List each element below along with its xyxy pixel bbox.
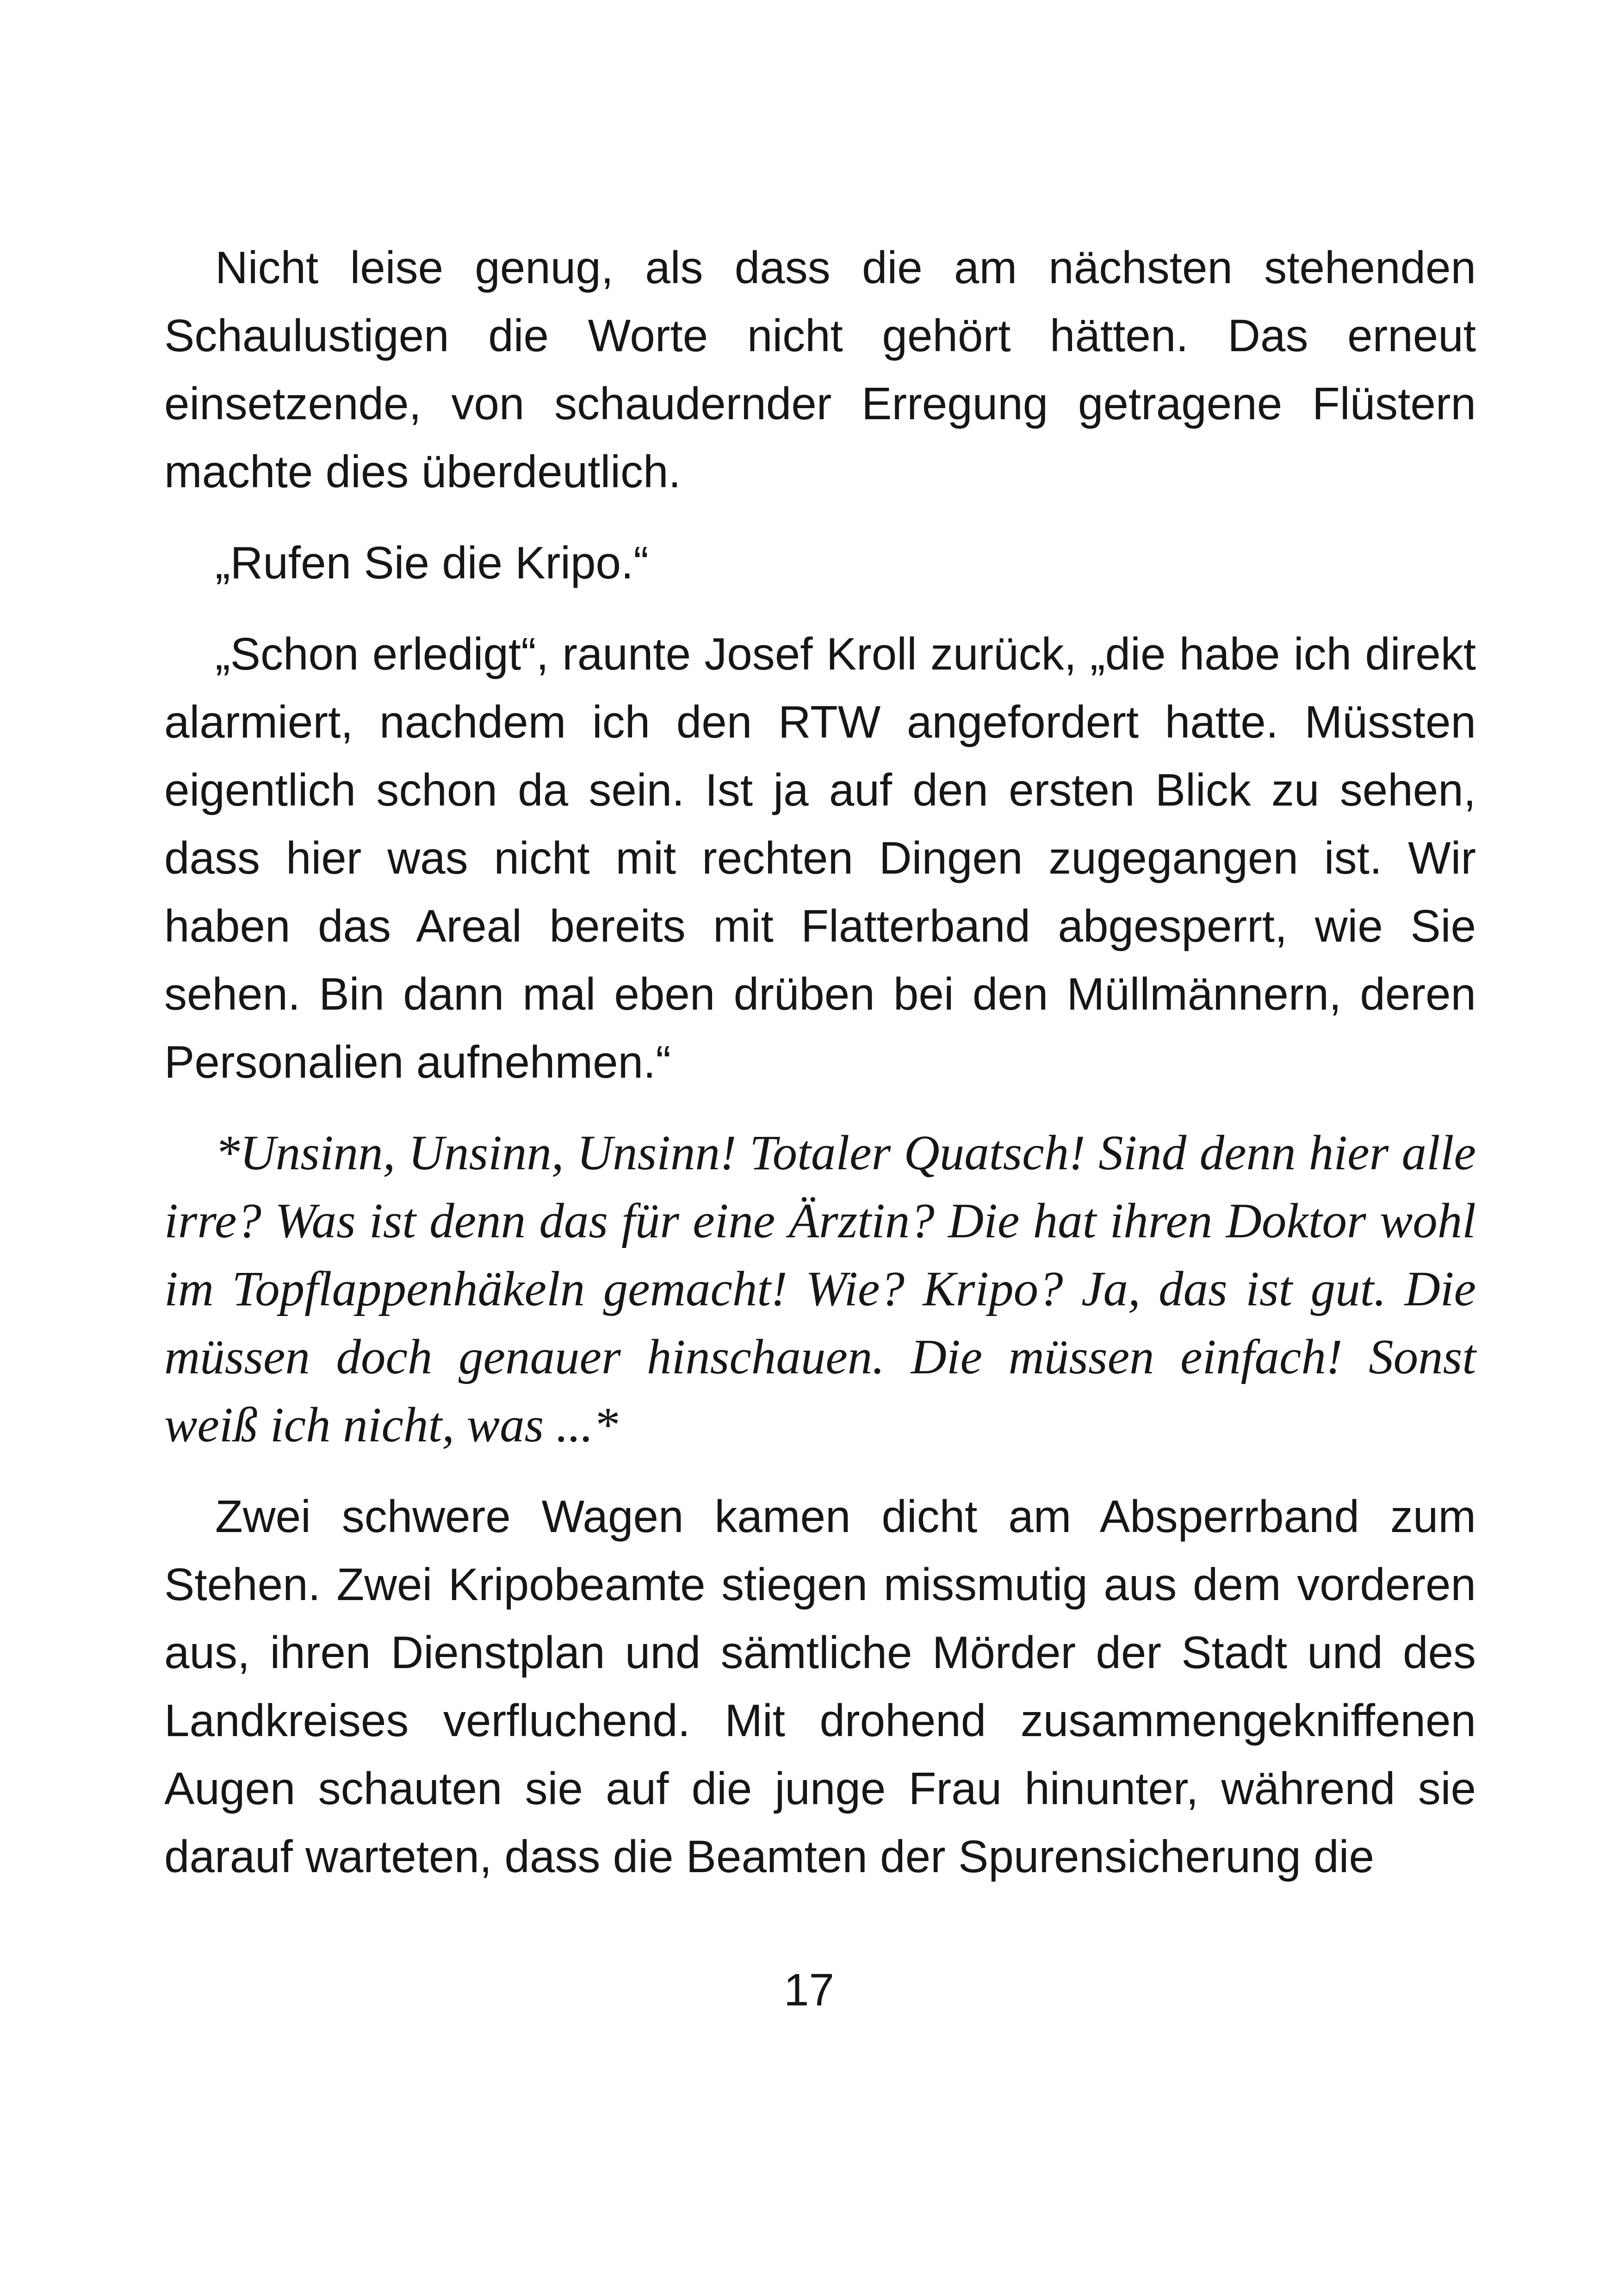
page-number: 17 — [783, 1964, 834, 2015]
paragraph-2: „Rufen Sie die Kripo.“ — [215, 537, 649, 588]
paragraph-3: „Schon erledigt“, raunte Josef Kroll zurück, „die habe ich direkt alarmiert, nachdem ich den RTW angefordert hatte. Müssten eigentlich schon da sein. Ist ja auf den ersten Blick zu sehen, dass hier was nicht mit rechten Dingen zugegangen ist. Wir haben das Areal bereits mit Flatterband abgesperrt, wie Sie sehen. Bin dann mal eben drüben bei den Müllmännern, deren Personalien aufnehmen.“ — [164, 628, 1476, 1087]
italic-thought-paragraph: *Unsinn, Unsinn, Unsinn! Totaler Quatsch! Sind denn hier alle irre? Was ist denn das für eine Ärztin? Die hat ihren Doktor wohl im Topflappenhäkeln gemacht! Wie? Kripo? Ja, das ist gut. Die müssen doch genauer hinschauen. Die müssen einfach! Sonst weiß ich nicht, was ...* — [164, 1126, 1476, 1452]
book-page-text — [164, 234, 1476, 1914]
paragraph-1: Nicht leise genug, als dass die am nächsten stehenden Schaulustigen die Worte nicht gehört hätten. Das erneut einsetzende, von schaudernder Erregung getragene Flüstern machte dies überdeutlich. — [164, 242, 1476, 497]
paragraph-5: Zwei schwere Wagen kamen dicht am Absperrband zum Stehen. Zwei Kripobeamte stiegen missmutig aus dem vorderen aus, ihren Dienstplan und sämtliche Mörder der Stadt und des Landkreises verfluchend. Mit drohend zusammengekniffenen Augen schauten sie auf die junge Frau hinunter, während sie darauf warteten, dass die Beamten der Spurensicherung die — [164, 1491, 1476, 1882]
